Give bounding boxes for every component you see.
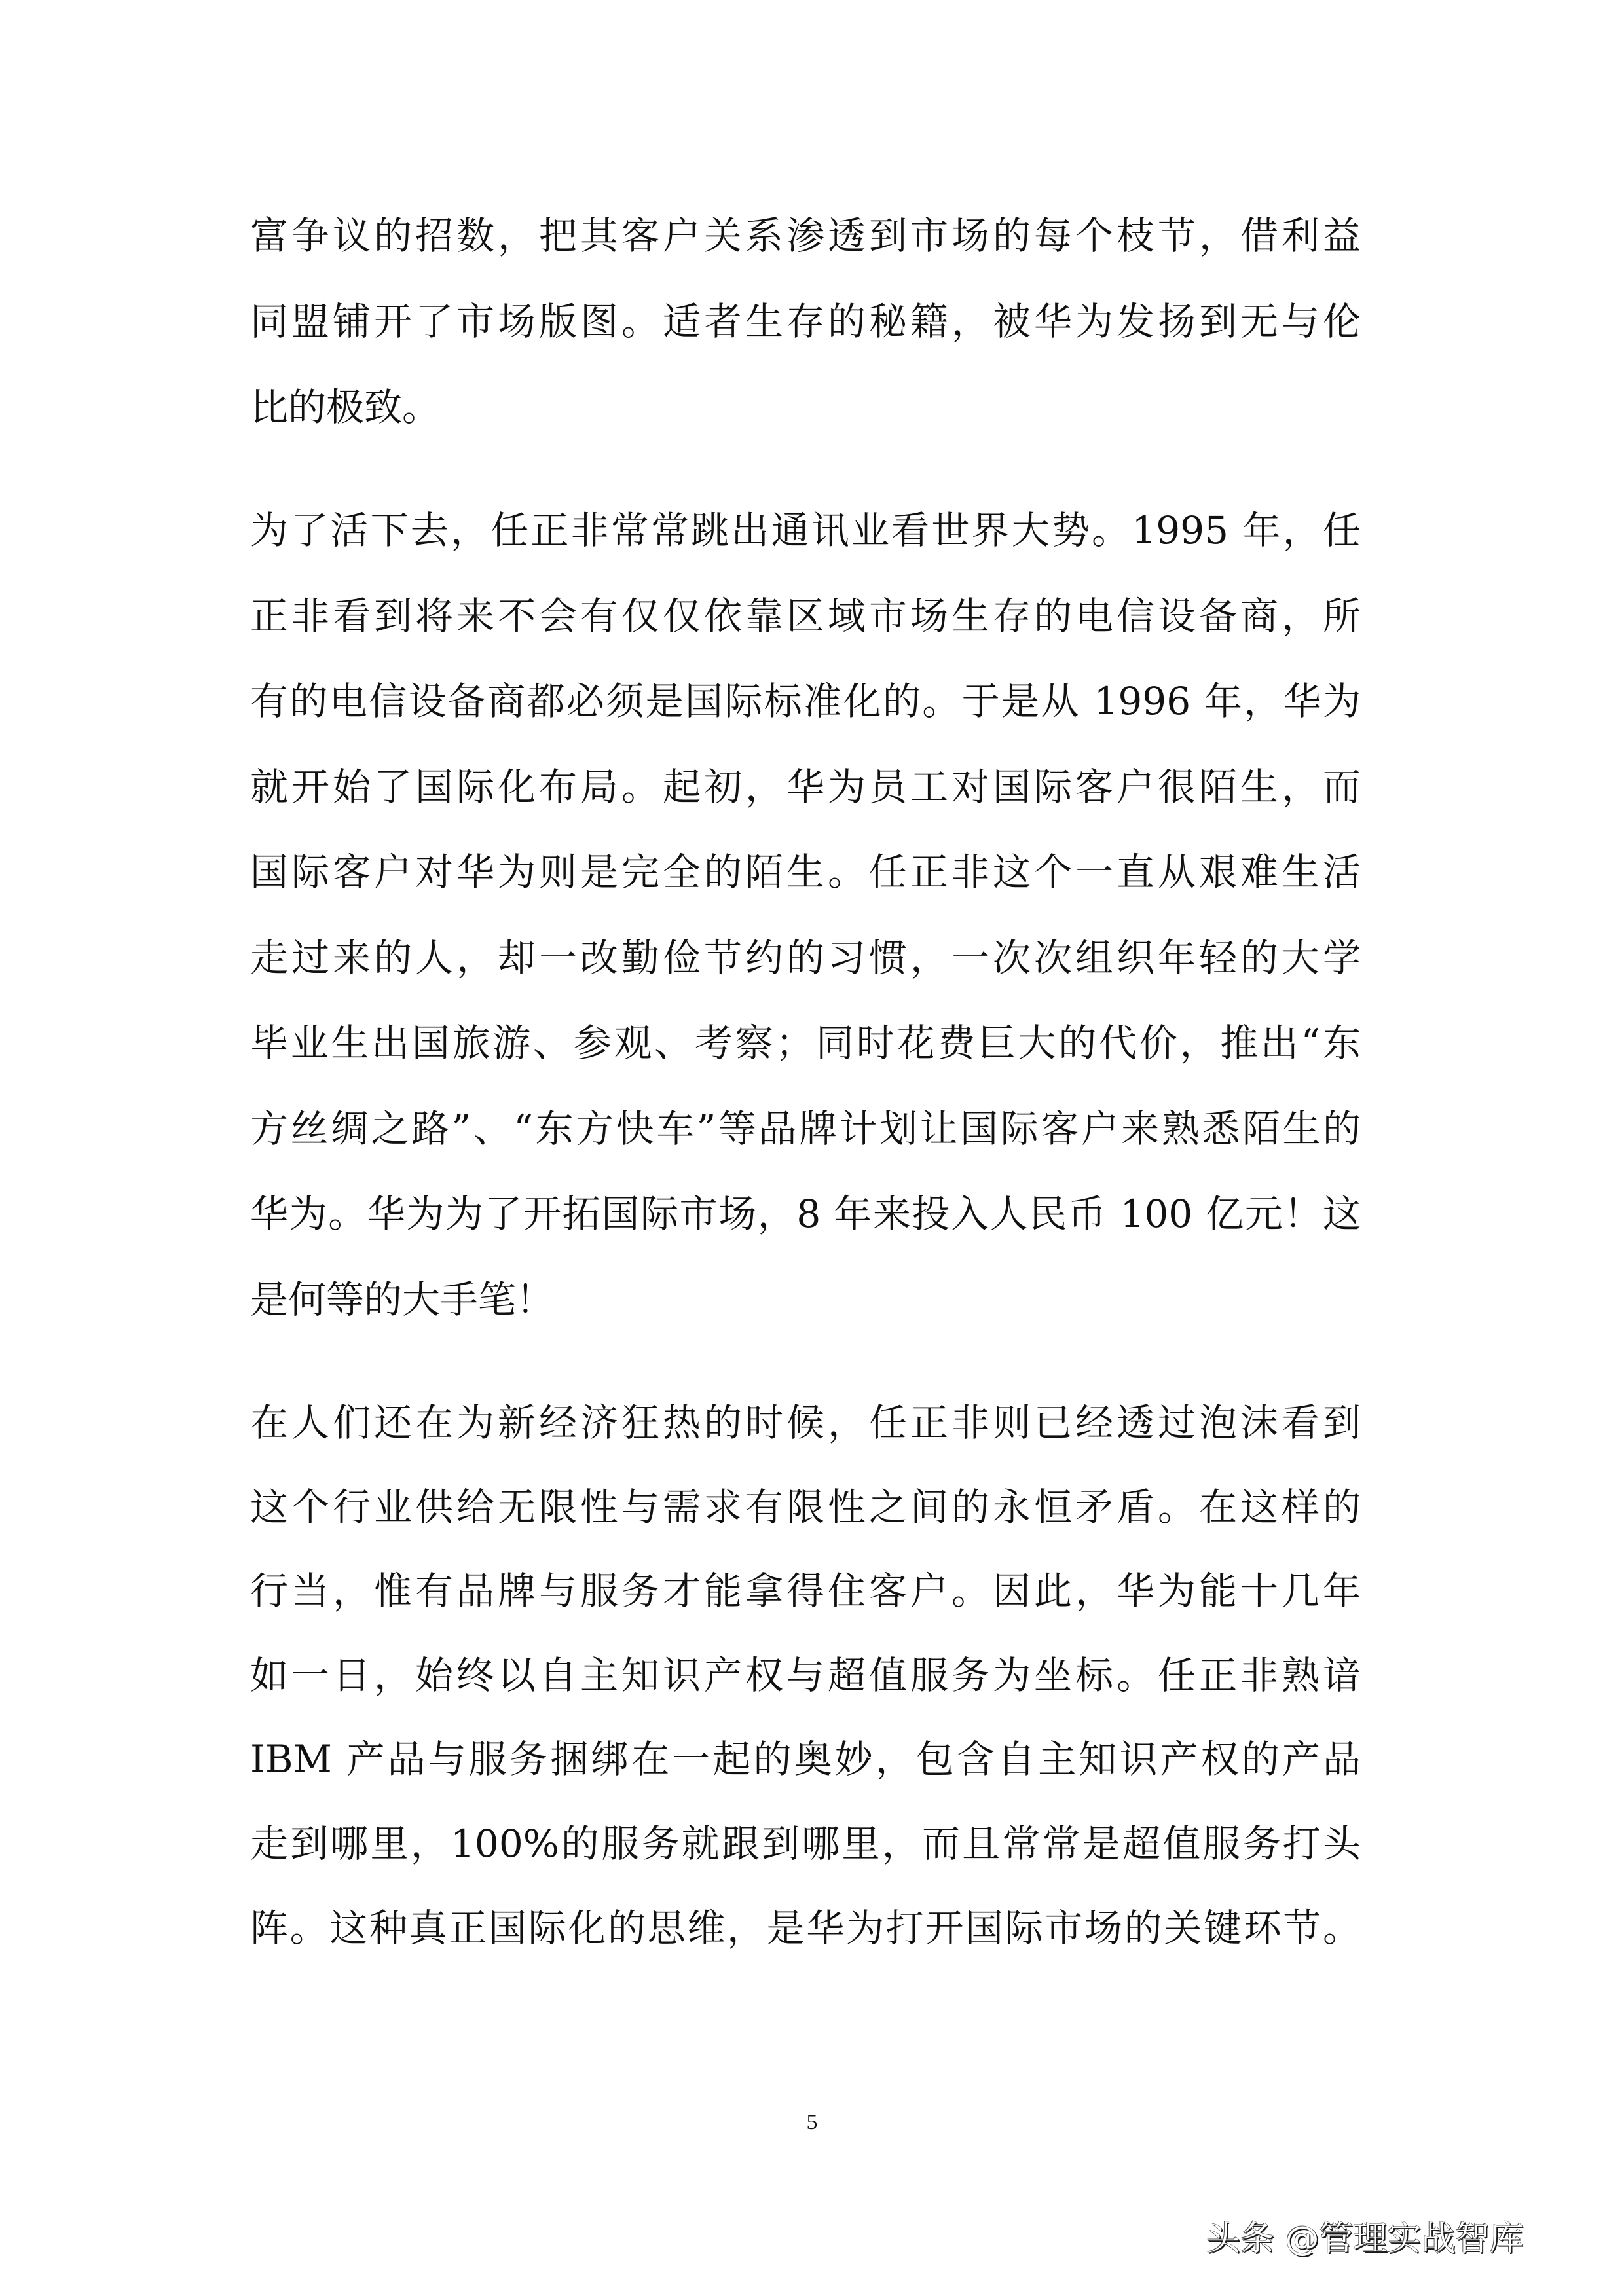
page-number: 5 bbox=[806, 2110, 818, 2134]
text-line: 行当，惟有品牌与服务才能拿得住客户。因此，华为能十几年 bbox=[250, 1569, 1361, 1613]
text-line: 同盟铺开了市场版图。适者生存的秘籍，被华为发扬到无与伦 bbox=[250, 299, 1361, 344]
text-line: 就开始了国际化布局。起初，华为员工对国际客户很陌生，而 bbox=[250, 765, 1361, 809]
text-line: 走到哪里，100%的服务就跟到哪里，而且常常是超值服务打头 bbox=[250, 1821, 1361, 1866]
text-line: 富争议的招数，把其客户关系渗透到市场的每个枝节，借利益 bbox=[250, 213, 1361, 258]
text-line: IBM 产品与服务捆绑在一起的奥妙，包含自主知识产权的产品 bbox=[250, 1737, 1361, 1781]
text-line: 华为。华为为了开拓国际市场，8 年来投入人民币 100 亿元！这 bbox=[250, 1192, 1361, 1236]
text-line: 正非看到将来不会有仅仅依靠区域市场生存的电信设备商，所 bbox=[250, 594, 1361, 638]
text-line: 有的电信设备商都必须是国际标准化的。于是从 1996 年，华为 bbox=[250, 679, 1361, 723]
text-line: 为了活下去，任正非常常跳出通讯业看世界大势。1995 年，任 bbox=[250, 508, 1361, 553]
text-line: 比的极致。 bbox=[250, 385, 441, 429]
text-line: 在人们还在为新经济狂热的时候，任正非则已经透过泡沫看到 bbox=[250, 1400, 1361, 1445]
text-line: 国际客户对华为则是完全的陌生。任正非这个一直从艰难生活 bbox=[250, 850, 1361, 894]
watermark: 头条 @管理实战智库 bbox=[1206, 2219, 1524, 2259]
text-line: 走过来的人，却一改勤俭节约的习惯，一次次组织年轻的大学 bbox=[250, 936, 1361, 980]
text-line: 如一日，始终以自主知识产权与超值服务为坐标。任正非熟谙 bbox=[250, 1653, 1361, 1698]
text-line: 阵。这种真正国际化的思维，是华为打开国际市场的关键环节。 bbox=[250, 1906, 1361, 1950]
text-line: 毕业生出国旅游、参观、考察；同时花费巨大的代价，推出“东 bbox=[250, 1021, 1361, 1065]
text-line: 方丝绸之路”、“东方快车”等品牌计划让国际客户来熟悉陌生的 bbox=[250, 1106, 1361, 1151]
text-line: 是何等的大手笔！ bbox=[250, 1277, 555, 1322]
text-line: 这个行业供给无限性与需求有限性之间的永恒矛盾。在这样的 bbox=[250, 1485, 1361, 1529]
